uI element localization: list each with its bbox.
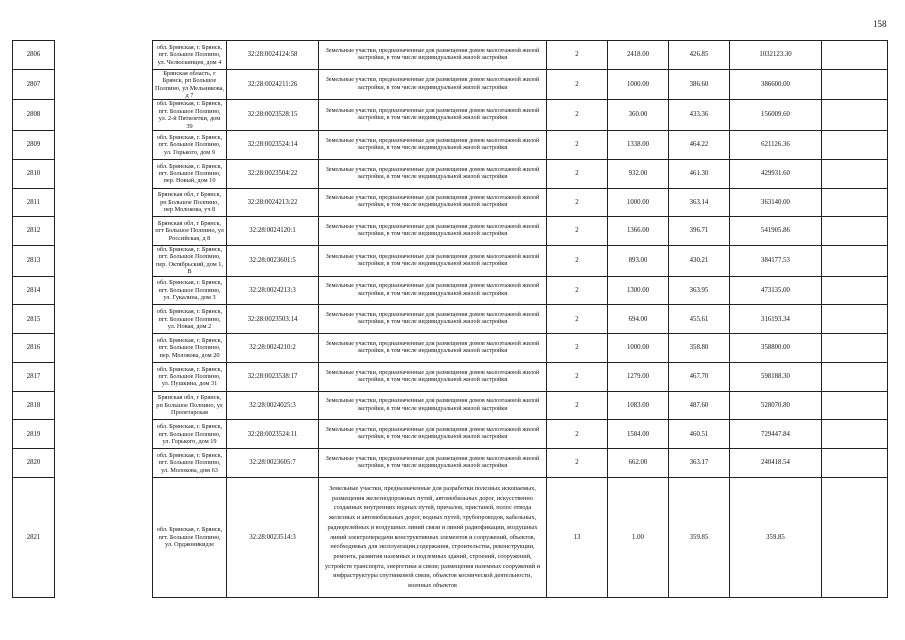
cadastral-number-cell: 32:28:0023528:15 <box>227 100 319 131</box>
land-use-cell: Земельные участки, предназначенные для размещения домов малоэтажной жилой застройки, в том числе индивидуальной жилой застройки <box>319 362 547 391</box>
cadastral-value-cell: 598188.30 <box>730 362 822 391</box>
row-number-cell: 2819 <box>13 420 55 449</box>
trailing-cell <box>822 334 888 363</box>
gap-cell <box>55 334 153 363</box>
area-cell: 2418.00 <box>608 41 669 70</box>
address-cell: обл. Брянская, г. Брянск, пгт. Большое Полпино, ул. Горького, дом 19 <box>153 420 227 449</box>
cadastral-value-cell: 429931.60 <box>730 159 822 188</box>
area-cell: 1000.00 <box>608 188 669 217</box>
gap-cell <box>55 276 153 305</box>
cadastral-number-cell: 32:28:0023524:11 <box>227 420 319 449</box>
cadastral-value-table <box>12 40 888 598</box>
cadastral-number-cell: 32:28:0024211:26 <box>227 69 319 100</box>
table-row <box>13 477 888 597</box>
gap-cell <box>55 41 153 70</box>
cadastral-value-cell: 386600.00 <box>730 69 822 100</box>
trailing-cell <box>822 159 888 188</box>
trailing-cell <box>822 188 888 217</box>
row-number-cell: 2814 <box>13 276 55 305</box>
group-cell: 2 <box>547 246 608 277</box>
row-number-cell: 2815 <box>13 305 55 334</box>
address-cell: Брянская обл, г Брянск, рп Большое Полпино, ул Пролетарская <box>153 391 227 420</box>
cadastral-number-cell: 32:28:0024213:22 <box>227 188 319 217</box>
cadastral-number-cell: 32:28:0024025:3 <box>227 391 319 420</box>
table-row <box>13 334 888 363</box>
gap-cell <box>55 159 153 188</box>
row-number-cell: 2817 <box>13 362 55 391</box>
group-cell: 2 <box>547 305 608 334</box>
land-use-cell: Земельные участки, предназначенные для размещения домов малоэтажной жилой застройки, в том числе индивидуальной жилой застройки <box>319 276 547 305</box>
area-cell: 1584.00 <box>608 420 669 449</box>
gap-cell <box>55 217 153 246</box>
cadastral-number-cell: 32:28:0023503:14 <box>227 305 319 334</box>
cadastral-value-cell: 363140.00 <box>730 188 822 217</box>
address-cell: обл. Брянская, г. Брянск, пгт. Большое Полпино, ул. Гукалина, дом 3 <box>153 276 227 305</box>
specific-value-cell: 467.70 <box>669 362 730 391</box>
row-number-cell: 2812 <box>13 217 55 246</box>
trailing-cell <box>822 305 888 334</box>
row-number-cell: 2813 <box>13 246 55 277</box>
gap-cell <box>55 100 153 131</box>
land-use-cell: Земельные участки, предназначенные для размещения домов малоэтажной жилой застройки, в том числе индивидуальной жилой застройки <box>319 131 547 160</box>
table-body <box>13 41 888 598</box>
address-cell: обл. Брянская, г. Брянск, пгт. Большое Полпино, ул. 2-й Пятилетки, дом 39 <box>153 100 227 131</box>
table-row <box>13 305 888 334</box>
land-use-cell: Земельные участки, предназначенные для размещения домов малоэтажной жилой застройки, в том числе индивидуальной жилой застройки <box>319 159 547 188</box>
specific-value-cell: 386.60 <box>669 69 730 100</box>
area-cell: 893.00 <box>608 246 669 277</box>
row-number-cell: 2806 <box>13 41 55 70</box>
group-cell: 2 <box>547 69 608 100</box>
address-cell: Брянская обл, г Брянск, рп Большое Полпино, пер Молокова, уч 8 <box>153 188 227 217</box>
cadastral-value-cell: 240418.54 <box>730 449 822 478</box>
address-cell: обл. Брянская, г. Брянск, пгт. Большое Полпино, ул. Орджоникидзе <box>153 477 227 597</box>
area-cell: 694.00 <box>608 305 669 334</box>
table-row <box>13 420 888 449</box>
row-number-cell: 2818 <box>13 391 55 420</box>
row-number-cell: 2816 <box>13 334 55 363</box>
group-cell: 2 <box>547 100 608 131</box>
specific-value-cell: 487.60 <box>669 391 730 420</box>
area-cell: 1279.00 <box>608 362 669 391</box>
land-use-cell: Земельные участки, предназначенные для размещения домов малоэтажной жилой застройки, в том числе индивидуальной жилой застройки <box>319 217 547 246</box>
cadastral-number-cell: 32:28:0024213:3 <box>227 276 319 305</box>
cadastral-number-cell: 32:28:0023524:14 <box>227 131 319 160</box>
specific-value-cell: 461.30 <box>669 159 730 188</box>
cadastral-number-cell: 32:28:0024210:2 <box>227 334 319 363</box>
address-cell: обл. Брянская, г. Брянск, пгт. Большое Полпино, ул. Челюскинцев, дом 4 <box>153 41 227 70</box>
table-row <box>13 159 888 188</box>
group-cell: 2 <box>547 159 608 188</box>
trailing-cell <box>822 477 888 597</box>
trailing-cell <box>822 131 888 160</box>
address-cell: Брянская обл, г Брянск, пгт Большое Полпино, ул Российская, д 8 <box>153 217 227 246</box>
land-use-cell: Земельные участки, предназначенные для размещения домов малоэтажной жилой застройки, в том числе индивидуальной жилой застройки <box>319 100 547 131</box>
specific-value-cell: 363.14 <box>669 188 730 217</box>
group-cell: 2 <box>547 188 608 217</box>
area-cell: 1366.00 <box>608 217 669 246</box>
area-cell: 1000.00 <box>608 334 669 363</box>
group-cell: 2 <box>547 362 608 391</box>
specific-value-cell: 455.61 <box>669 305 730 334</box>
area-cell: 1000.00 <box>608 69 669 100</box>
cadastral-value-cell: 316193.34 <box>730 305 822 334</box>
address-cell: обл. Брянская, г. Брянск, пгт. Большое Полпино, пер. Новый, дом 10 <box>153 159 227 188</box>
group-cell: 2 <box>547 41 608 70</box>
table-row <box>13 217 888 246</box>
cadastral-number-cell: 32:28:0023601:5 <box>227 246 319 277</box>
table-row <box>13 100 888 131</box>
cadastral-value-cell: 358800.00 <box>730 334 822 363</box>
group-cell: 2 <box>547 391 608 420</box>
trailing-cell <box>822 449 888 478</box>
area-cell: 1083.00 <box>608 391 669 420</box>
specific-value-cell: 363.17 <box>669 449 730 478</box>
specific-value-cell: 363.95 <box>669 276 730 305</box>
cadastral-value-cell: 541905.86 <box>730 217 822 246</box>
cadastral-value-cell: 473135.00 <box>730 276 822 305</box>
cadastral-number-cell: 32:28:0023538:17 <box>227 362 319 391</box>
cadastral-value-cell: 1032123.30 <box>730 41 822 70</box>
area-cell: 662.00 <box>608 449 669 478</box>
cadastral-number-cell: 32:28:0023605:7 <box>227 449 319 478</box>
address-cell: обл. Брянская, г. Брянск, пгт. Большое Полпино, пер. Октябрьский, дом 1, В <box>153 246 227 277</box>
land-use-cell: Земельные участки, предназначенные для размещения домов малоэтажной жилой застройки, в том числе индивидуальной жилой застройки <box>319 69 547 100</box>
group-cell: 13 <box>547 477 608 597</box>
gap-cell <box>55 362 153 391</box>
table-row <box>13 246 888 277</box>
row-number-cell: 2820 <box>13 449 55 478</box>
row-number-cell: 2811 <box>13 188 55 217</box>
table-row <box>13 131 888 160</box>
cadastral-value-cell: 384177.53 <box>730 246 822 277</box>
area-cell: 360.00 <box>608 100 669 131</box>
area-cell: 1338.00 <box>608 131 669 160</box>
trailing-cell <box>822 100 888 131</box>
land-use-cell: Земельные участки, предназначенные для размещения домов малоэтажной жилой застройки, в том числе индивидуальной жилой застройки <box>319 246 547 277</box>
land-use-cell: Земельные участки, предназначенные для разработки полезных ископаемых, размещения железнодорожных путей, автомобильных дорог, искусственно созданных внутренних водных путей, причалов, пристаней, полос отвода железных и автомобильных дорог, водных путей, трубопроводов, кабельных, радиорелейных и воздушных линий связи и линий радиофикации, воздушных линий электропередачи конструктивных элементов и сооружений, объектов, необходимых для эксплуатации,содержания, строительства, реконструкции, ремонта, развития наземных и подземных зданий, строений, сооружений, устройств транспорта, энергетики и связи; размещения наземных сооружений и инфраструктуры спутниковой связи, объектов космической деятельности, военных объектов <box>319 477 547 597</box>
table-row <box>13 449 888 478</box>
gap-cell <box>55 246 153 277</box>
land-use-cell: Земельные участки, предназначенные для размещения домов малоэтажной жилой застройки, в том числе индивидуальной жилой застройки <box>319 449 547 478</box>
group-cell: 2 <box>547 420 608 449</box>
cadastral-number-cell: 32:28:0024120:1 <box>227 217 319 246</box>
area-cell: 932.00 <box>608 159 669 188</box>
specific-value-cell: 426.85 <box>669 41 730 70</box>
land-use-cell: Земельные участки, предназначенные для размещения домов малоэтажной жилой застройки, в том числе индивидуальной жилой застройки <box>319 41 547 70</box>
table-row <box>13 41 888 70</box>
row-number-cell: 2810 <box>13 159 55 188</box>
specific-value-cell: 460.51 <box>669 420 730 449</box>
land-use-cell: Земельные участки, предназначенные для размещения домов малоэтажной жилой застройки, в том числе индивидуальной жилой застройки <box>319 188 547 217</box>
table-row <box>13 69 888 100</box>
specific-value-cell: 358.80 <box>669 334 730 363</box>
table-row <box>13 188 888 217</box>
row-number-cell: 2807 <box>13 69 55 100</box>
page-number: 158 <box>873 19 887 29</box>
table-row <box>13 276 888 305</box>
gap-cell <box>55 391 153 420</box>
gap-cell <box>55 420 153 449</box>
area-cell: 1.00 <box>608 477 669 597</box>
gap-cell <box>55 131 153 160</box>
group-cell: 2 <box>547 131 608 160</box>
group-cell: 2 <box>547 449 608 478</box>
gap-cell <box>55 69 153 100</box>
address-cell: обл. Брянская, г. Брянск, пгт. Большое Полпино, ул. Горького, дом 9 <box>153 131 227 160</box>
specific-value-cell: 464.22 <box>669 131 730 160</box>
address-cell: обл. Брянская, г. Брянск, пгт. Большое Полпино, ул. Новая, дом 2 <box>153 305 227 334</box>
gap-cell <box>55 188 153 217</box>
cadastral-number-cell: 32:28:0023514:3 <box>227 477 319 597</box>
area-cell: 1300.00 <box>608 276 669 305</box>
cadastral-number-cell: 32:28:0023504:22 <box>227 159 319 188</box>
address-cell: обл. Брянская, г. Брянск, пгт. Большое Полпино, ул. Пушкина, дом 31 <box>153 362 227 391</box>
row-number-cell: 2809 <box>13 131 55 160</box>
table-row <box>13 362 888 391</box>
trailing-cell <box>822 69 888 100</box>
trailing-cell <box>822 41 888 70</box>
cadastral-number-cell: 32:28:0024124:58 <box>227 41 319 70</box>
group-cell: 2 <box>547 276 608 305</box>
cadastral-value-cell: 528070.80 <box>730 391 822 420</box>
row-number-cell: 2821 <box>13 477 55 597</box>
cadastral-value-cell: 621126.36 <box>730 131 822 160</box>
trailing-cell <box>822 391 888 420</box>
specific-value-cell: 430.21 <box>669 246 730 277</box>
cadastral-value-cell: 729447.84 <box>730 420 822 449</box>
land-use-cell: Земельные участки, предназначенные для размещения домов малоэтажной жилой застройки, в том числе индивидуальной жилой застройки <box>319 334 547 363</box>
specific-value-cell: 359.85 <box>669 477 730 597</box>
trailing-cell <box>822 420 888 449</box>
land-use-cell: Земельные участки, предназначенные для размещения домов малоэтажной жилой застройки, в том числе индивидуальной жилой застройки <box>319 391 547 420</box>
cadastral-value-cell: 156009.60 <box>730 100 822 131</box>
table-row <box>13 391 888 420</box>
specific-value-cell: 396.71 <box>669 217 730 246</box>
row-number-cell: 2808 <box>13 100 55 131</box>
group-cell: 2 <box>547 217 608 246</box>
trailing-cell <box>822 217 888 246</box>
address-cell: обл. Брянская, г. Брянск, пгт. Большое Полпино, пер. Молокова, дом 20 <box>153 334 227 363</box>
specific-value-cell: 433.36 <box>669 100 730 131</box>
land-use-cell: Земельные участки, предназначенные для размещения домов малоэтажной жилой застройки, в том числе индивидуальной жилой застройки <box>319 305 547 334</box>
gap-cell <box>55 449 153 478</box>
gap-cell <box>55 477 153 597</box>
trailing-cell <box>822 246 888 277</box>
land-use-cell: Земельные участки, предназначенные для размещения домов малоэтажной жилой застройки, в том числе индивидуальной жилой застройки <box>319 420 547 449</box>
trailing-cell <box>822 276 888 305</box>
cadastral-value-cell: 359.85 <box>730 477 822 597</box>
gap-cell <box>55 305 153 334</box>
trailing-cell <box>822 362 888 391</box>
address-cell: Брянская область, г Брянск, рп Большое Полпино, ул Мельникова, д 7 <box>153 69 227 100</box>
group-cell: 2 <box>547 334 608 363</box>
address-cell: обл. Брянская, г. Брянск, пгт. Большое Полпино, ул. Молокова, дом 63 <box>153 449 227 478</box>
